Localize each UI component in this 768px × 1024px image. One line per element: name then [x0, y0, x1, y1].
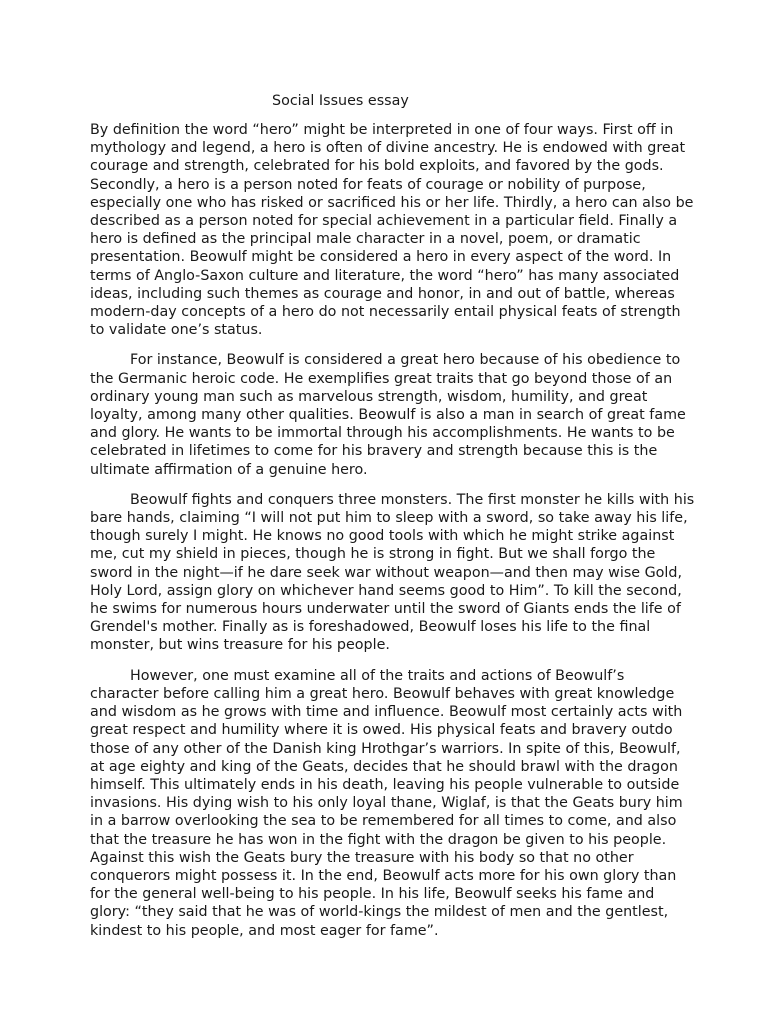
paragraph-4: However, one must examine all of the traits and actions of Beowulf’s character before calling him a great hero. Beowulf behaves with great knowledge and wisdom as he grows with time and influence. Beowulf most certainly acts with great respect and humility where it is owed. His physical feats and bravery outdo those of any other of the Danish king Hrothgar’s warriors. In spite of this, Beowulf, at age eighty and king of the Geats, decides that he should brawl with the dragon himself. This ultimately ends in his death, leaving his people vulnerable to outside invasions. His dying wish to his only loyal thane, Wiglaf, is that the Geats bury him in a barrow overlooking the sea to be remembered for all times to come, and also that the treasure he has won in the fight with the dragon be given to his people. Against this wish the Geats bury the treasure with his body so that no other conquerors might possess it. In the end, Beowulf acts more for his own glory than for the general well-being to his people. In his life, Beowulf seeks his fame and glory: “they said that he was of world-kings the mildest of men and the gentlest, kindest to his people, and most eager for fame”. — [90, 667, 683, 939]
document-body — [90, 121, 695, 952]
paragraph-2: For instance, Beowulf is considered a great hero because of his obedience to the Germanic heroic code. He exemplifies great traits that go beyond those of an ordinary young man such as marvelous strength, wisdom, humility, and great loyalty, among many other qualities. Beowulf is also a man in search of great fame and glory. He wants to be immortal through his accomplishments. He wants to be celebrated in lifetimes to come for his bravery and strength because this is the ultimate affirmation of a genuine hero. — [90, 352, 686, 478]
paragraph-1: By definition the word “hero” might be interpreted in one of four ways. First off in mythology and legend, a hero is often of divine ancestry. He is endowed with great courage and strength, celebrated for his bold exploits, and favored by the gods. Secondly, a hero is a person noted for feats of courage or nobility of purpose, especially one who has risked or sacrificed his or her life. Thirdly, a hero can also be described as a person noted for special achievement in a particular field. Finally a hero is defined as the principal male character in a novel, poem, or dramatic presentation. Beowulf might be considered a hero in every aspect of the word. In terms of Anglo-Saxon culture and literature, the word “hero” has many associated ideas, including such themes as courage and honor, in and out of battle, whereas modern-day concepts of a hero do not necessarily entail physical feats of strength to validate one’s status. — [90, 122, 694, 339]
paragraph-3: Beowulf fights and conquers three monsters. The first monster he kills with his bare hands, claiming “I will not put him to sleep with a sword, so take away his life, though surely I might. He knows no good tools with which he might strike against me, cut my shield in pieces, though he is strong in fight. But we shall forgo the sword in the night—if he dare seek war without weapon—and then may wise Gold, Holy Lord, assign glory on whichever hand seems good to Him”. To kill the second, he swims for numerous hours underwater until the sword of Giants ends the life of Grendel's mother. Finally as is foreshadowed, Beowulf loses his life to the final monster, but wins treasure for his people. — [90, 491, 695, 654]
document-title: Social Issues essay — [272, 93, 409, 109]
